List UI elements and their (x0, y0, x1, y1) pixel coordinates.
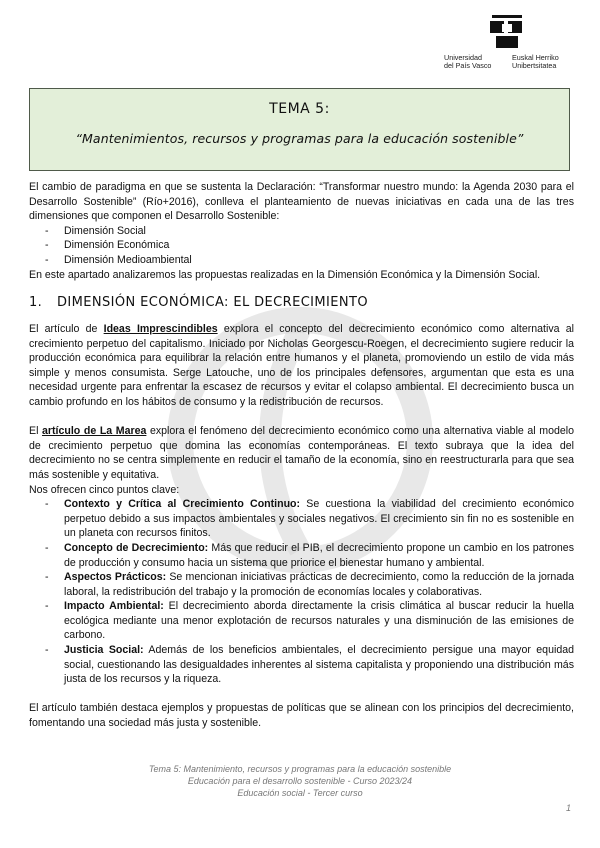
ideas-imprescindibles-link[interactable]: Ideas Imprescindibles (103, 323, 218, 335)
list-item: - Dimensión Social (29, 224, 574, 239)
key-points-list (29, 497, 574, 687)
text: El artículo de (29, 323, 104, 335)
logo-text-es: Universidad del País Vasco (444, 53, 492, 70)
page-number: 1 (566, 803, 572, 813)
key-point-text: Más que reducir el PIB, el decrecimiento propone un cambio en los patrones de producción y consumo hacia un sistema que priorice el bienestar humano y ambiental. (64, 541, 574, 569)
list-item: - Dimensión Económica (29, 238, 574, 253)
text: explora el concepto del decrecimiento económico como alternativa al crecimiento perpetuo del capitalismo. Iniciado por Nicholas Georgescu-Roegen, el decrecimiento sugiere reducir la producción económica para equilibrar la relación entre humanos y el planeta, promoviendo un estilo de vida más simple y menos consumista. Serge Latouche, uno de los principales defensores, argumentan que esta es una necesidad urgente para enfrentar la escasez de recursos y evitar el colapso ambiental. El decrecimiento busca un cambio profundo en los hábitos de consumo y la redistribución de recursos. (29, 323, 574, 408)
key-points-intro: Nos ofrecen cinco puntos clave: (29, 483, 180, 496)
ehu-logo-icon (488, 14, 528, 50)
page-title: TEMA 5: (269, 101, 330, 117)
footer-line: Educación social - Tercer curso (237, 788, 363, 798)
list-item (29, 570, 574, 599)
key-point-text: Se mencionan iniciativas prácticas de decrecimiento, como la reducción de la jornada laboral, la redistribución del trabajo y la promoción de economías locales y colaborativas. (64, 571, 575, 598)
list-item (29, 599, 574, 643)
page-subtitle: “Mantenimientos, recursos y programas para la educación sostenible” (75, 131, 524, 146)
key-point-text: El decrecimiento aborda directamente la crisis climática al buscar reducir la huella ecológica mediante una menor explotación de recursos naturales y una disminución de las emisiones de carbono. (64, 600, 575, 642)
key-point-text: Se cuestiona la viabilidad del crecimiento económico perpetuo debido a sus impactos ambientales y sociales negativos. El crecimiento sin fin no es sostenible en un planeta con recursos finitos. (64, 498, 574, 540)
list-item (29, 541, 574, 570)
text: explora el fenómeno del decrecimiento económico como una alternativa viable al modelo de crecimiento perpetuo que domina las economías contemporáneas. El texto subraya que la idea del decrecimiento no se centra simplemente en reducir el tamaño de la economía, sino en reestructurarla para que sea más sostenible y equitativa. (29, 425, 574, 481)
key-point-label: Justicia Social: (64, 644, 144, 657)
key-point-label: Contexto y Crítica al Crecimiento Continuo: (64, 498, 301, 511)
title-box (29, 88, 570, 171)
dimensions-list (29, 224, 574, 268)
intro-paragraph: El cambio de paradigma en que se sustenta la Declaración: “Transformar nuestro mundo: la Agenda 2030 para el Desarrollo Sostenible” (Río+2016), conlleva el planteamiento de nuevas iniciativas en cada una de las tres dimensiones que componen el Desarrollo Sostenible: (29, 181, 574, 223)
text: El (29, 425, 43, 438)
closing-paragraph: El artículo también destaca ejemplos y propuestas de políticas que se alinean con los principios del decrecimiento, fomentando una sociedad más justa y sostenible. (29, 702, 574, 730)
paragraph-ideas (29, 322, 574, 410)
key-point-label: Concepto de Decrecimiento: (64, 541, 209, 554)
paragraph-la-marea (29, 424, 574, 482)
intro-block (29, 180, 574, 282)
footer-line: Tema 5: Mantenimiento, recursos y programas para la educación sostenible (148, 764, 452, 774)
footer-line: Educación para el desarrollo sostenible - Curso 2023/24 (187, 776, 413, 786)
section-title: DIMENSIÓN ECONÓMICA: EL DECRECIMIENTO (57, 295, 368, 310)
list-item (29, 643, 574, 687)
key-point-label: Aspectos Prácticos: (64, 571, 167, 584)
section-body (29, 322, 574, 731)
intro-closing: En este apartado analizaremos las propuestas realizadas en la Dimensión Económica y la Dimensión Social. (29, 268, 541, 281)
university-logo (444, 14, 574, 74)
key-point-text: Además de los beneficios ambientales, el decrecimiento persigue una mayor equidad social, cuestionando las desigualdades inherentes al sistema capitalista y proponiendo una distribución más justa de los recursos y la riqueza. (64, 644, 574, 686)
page-footer (0, 763, 600, 799)
list-item (29, 497, 574, 541)
section-heading (29, 295, 368, 310)
section-number: 1. (29, 295, 43, 310)
list-item: - Dimensión Medioambiental (29, 253, 574, 268)
la-marea-link[interactable]: artículo de La Marea (42, 425, 147, 438)
key-point-label: Impacto Ambiental: (64, 600, 164, 613)
logo-text-eu: Euskal Herriko Unibertsitatea (512, 53, 559, 70)
